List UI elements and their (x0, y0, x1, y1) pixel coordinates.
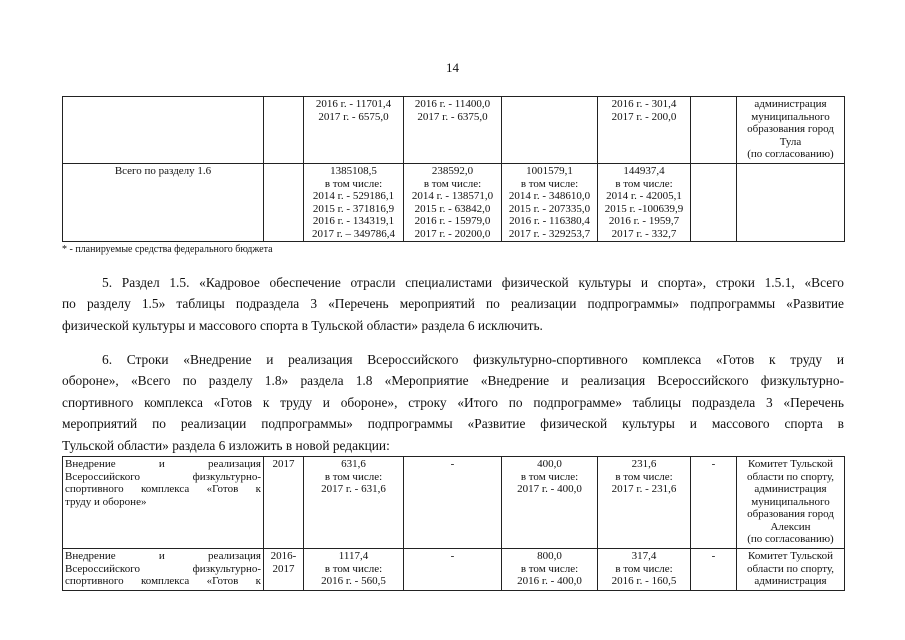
cell: - (691, 457, 737, 549)
table-row (63, 97, 845, 164)
cell: 631,6 в том числе: 2017 г. - 631,6 (304, 457, 404, 549)
footnote: * - планируемые средства федерального бюджета (62, 244, 273, 255)
cell: 2016 г. - 11701,4 2017 г. - 6575,0 (304, 97, 404, 164)
cell (691, 164, 737, 242)
page-number: 14 (446, 60, 459, 75)
cell: Комитет Тульской области по спорту, администрация (737, 549, 845, 591)
cell (63, 97, 264, 164)
cell: - (404, 457, 502, 549)
cell: 400,0 в том числе: 2017 г. - 400,0 (502, 457, 598, 549)
cell: 800,0 в том числе: 2016 г. - 400,0 (502, 549, 598, 591)
cell-year: 2016- 2017 (264, 549, 304, 591)
cell: 2016 г. - 301,4 2017 г. - 200,0 (598, 97, 691, 164)
cell: 317,4 в том числе: 2016 г. - 160,5 (598, 549, 691, 591)
cell: 231,6 в том числе: 2017 г. - 231,6 (598, 457, 691, 549)
paragraph-6: 6. Строки «Внедрение и реализация Всероссийского физкультурно-спортивного комплекса «Готов к труду и обороне», «Всего по разделу 1.8» раздела 1.8 «Мероприятие «Внедрение и реализация Всероссийского физкультурно- спортивного комплекса «Готов к труду и обороне», строку «Итого по подпрограмме» таблицы подраздела 3 «Перечень мероприятий по реализации подпрограммы» подпрограммы «Развитие физической культуры и массового спорта в Тульской области» раздела 6 изложить в новой редакции: (62, 352, 844, 453)
cell (691, 97, 737, 164)
paragraph-5: 5. Раздел 1.5. «Кадровое обеспечение отрасли специалистами физической культуры и спорта», строки 1.5.1, «Всего по разделу 1.5» таблицы подраздела 3 «Перечень мероприятий по реализации подпрограммы» подпрограммы «Развитие физической культуры и массового спорта в Тульской области» раздела 6 исключить. (62, 275, 844, 333)
cell: - (691, 549, 737, 591)
table-row (63, 457, 845, 549)
cell: 1117,4 в том числе: 2016 г. - 560,5 (304, 549, 404, 591)
cell (264, 97, 304, 164)
cell (737, 164, 845, 242)
cell-label: Всего по разделу 1.6 (63, 164, 264, 242)
cell: администрация муниципального образования город Тула (по согласованию) (737, 97, 845, 164)
cell: 238592,0 в том числе: 2014 г. - 138571,0 2015 г. - 63842,0 2016 г. - 15979,0 2017 г. - 20200,0 (404, 164, 502, 242)
table-row (63, 164, 845, 242)
table-bottom (62, 456, 845, 591)
cell (502, 97, 598, 164)
cell-label: Внедрение и реализация Всероссийского физкультурно- спортивного комплекса «Готов к труду и обороне» (63, 457, 264, 549)
table-top (62, 96, 845, 242)
cell: Комитет Тульской области по спорту, администрация муниципального образования город Алексин (по согласованию) (737, 457, 845, 549)
cell: 1001579,1 в том числе: 2014 г. - 348610,0 2015 г. - 207335,0 2016 г. - 116380,4 2017 г. - 329253,7 (502, 164, 598, 242)
cell-label: Внедрение и реализация Всероссийского физкультурно- спортивного комплекса «Готов к (63, 549, 264, 591)
cell: - (404, 549, 502, 591)
cell: 144937,4 в том числе: 2014 г. - 42005,1 2015 г. -100639,9 2016 г. - 1959,7 2017 г. - 332,7 (598, 164, 691, 242)
cell: 1385108,5 в том числе: 2014 г. - 529186,1 2015 г. - 371816,9 2016 г. - 134319,1 2017 г. – 349786,4 (304, 164, 404, 242)
cell: 2016 г. - 11400,0 2017 г. - 6375,0 (404, 97, 502, 164)
cell-year: 2017 (264, 457, 304, 549)
cell (264, 164, 304, 242)
table-row (63, 549, 845, 591)
